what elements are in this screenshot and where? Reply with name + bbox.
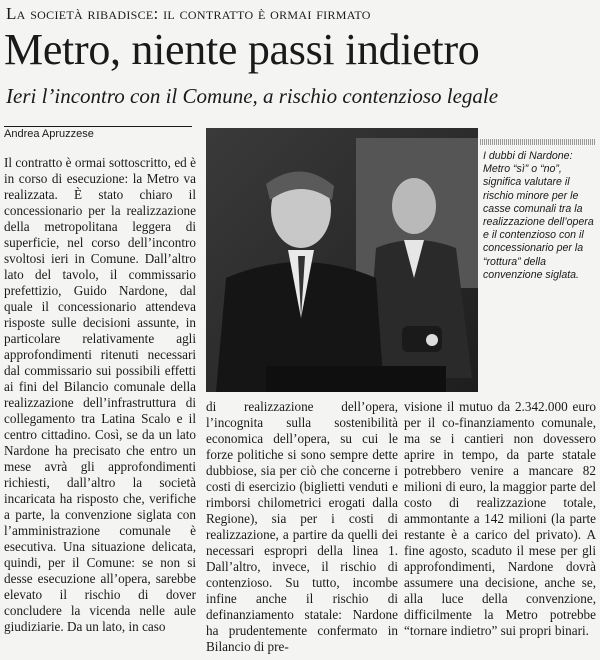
- caption-rule: [480, 139, 596, 145]
- article-subheadline: Ieri l’incontro con il Comune, a rischio contenzioso legale: [6, 84, 499, 108]
- news-photo-image: [206, 128, 478, 392]
- news-photo: [206, 128, 478, 392]
- byline-rule: [4, 126, 192, 127]
- article-column-1: Il contratto è ormai sottoscritto, ed è in corso di esecuzione: la Metro va realizzata. È stato chiaro il concessionario per la realizzazione della metropolitana leggera di superficie, nel corso dell’incontro svoltosi ieri in Comune. Dall’altro lato del tavolo, il commissario prefettizio, Guido Nardone, dal quale il concessionario attendeva risposte sulle decisioni assunte, in particolare relativamente agli approfondimenti ritenuti necessari dal commissario sui possibili effetti ai fini del Bilancio comunale della realizzazione dell’infrastruttura di collegamento tra Latina Scalo e il centro cittadino. Così, se da un lato Nardone ha precisato che entro un mese avrà gli approfondimenti richiesti, dall’altro la società incaricata ha risposto che, verifiche a parte, la convenzione siglata con l’amministrazione comunale è esecutiva. Una situazione delicata, quindi, per il Comune: se non si desse esecuzione all’opera, sarebbe elevato il rischio di dover concludere la vicenda nelle aule giudiziarie. Da un lato, in caso: [4, 155, 196, 634]
- article-byline: Andrea Apruzzese: [4, 128, 94, 140]
- article-headline: Metro, niente passi indietro: [4, 25, 480, 74]
- article-column-2: di realizzazione dell’opera, l’incognita sulla sostenibilità economica dell’opera, su cui le forze politiche si sono sempre dette dubbiose, sia per ciò che concerne i costi di esercizio (biglietti venduti e rimborsi chilometrici erogati dalla Regione), sia per i costi di realizzazione, a partire da quelli dei necessari espropri della linea 1. Dall’altro, invece, il rischio di contenzioso. Su tutto, incombe infine anche il rischio di definanziamento statale: Nardone ha prudentemente confermato in Bilancio di pre-: [206, 399, 398, 654]
- photo-caption: I dubbi di Nardone: Metro “sì” o “no”, significa valutare il rischio minore per le casse comunali tra la realizzazione dell’opera e il contenzioso con il concessionario per la “rottura” della convenzione siglata.: [483, 150, 594, 281]
- article-kicker: La società ribadisce: il contratto è ormai firmato: [6, 4, 371, 23]
- article-column-3: visione il mutuo da 2.342.000 euro per il co-finanziamento comunale, ma se i cantieri non dovessero aprire in tempo, da parte statale potrebbero venire a mancare 82 milioni di euro, la maggior parte del costo di realizzazione totale, ammontante a 142 milioni (la parte restante è a carico del privato). A fine agosto, scaduto il mese per gli approfondimenti, Nardone dovrà assumere una decisione, anche se, alla luce della convenzione, difficilmente la Metro potrebbe “tornare indietro” sui propri binari.: [404, 399, 596, 638]
